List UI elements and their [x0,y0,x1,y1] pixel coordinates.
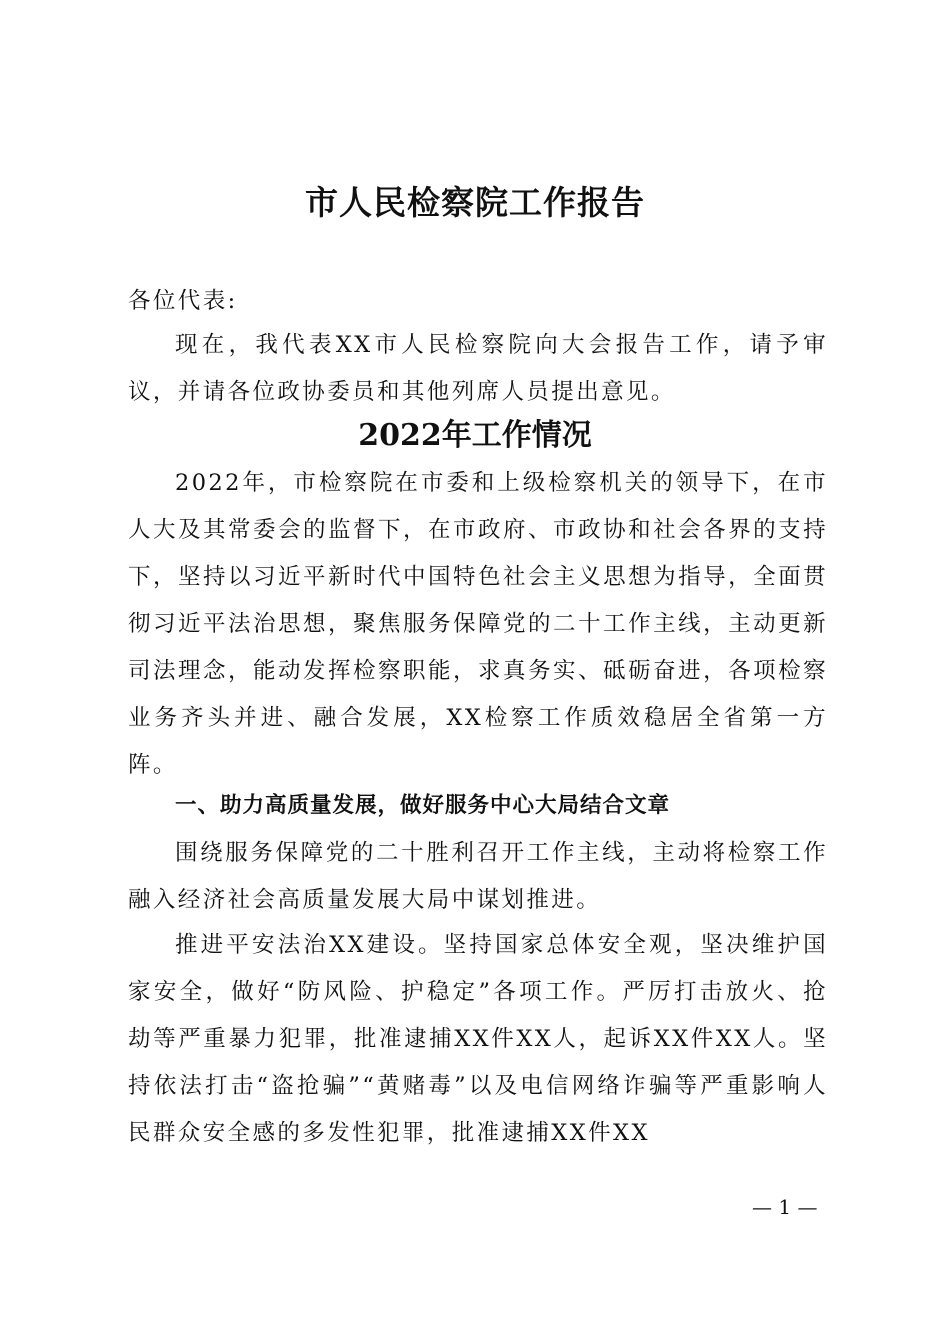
safety-paragraph: 推进平安法治XX建设。坚持国家总体安全观，坚决维护国家安全，做好“防风险、护稳定”各项工作。严厉打击放火、抢劫等严重暴力犯罪，批准逮捕XX件XX人，起诉XX件XX人。坚持依法打击“盗抢骗”“黄赌毒”以及电信网络诈骗等严重影响人民群众安全感的多发性犯罪，批准逮捕XX件XX [128,932,828,1146]
section-title: 2022年工作情况 [358,418,592,453]
heading-one-intro-paragraph: 围绕服务保障党的二十胜利召开工作主线，主动将检察工作融入经济社会高质量发展大局中谋划推进。 [128,840,828,913]
document-title: 市人民检察院工作报告 [305,183,645,222]
heading-one: 一、助力高质量发展，做好服务中心大局结合文章 [175,793,671,818]
salutation: 各位代表: [128,288,238,314]
page-number: — 1 — [752,1195,818,1219]
overview-paragraph: 2022年，市检察院在市委和上级检察机关的领导下，在市人大及其常委会的监督下，在市政府、市政协和社会各界的支持下，坚持以习近平新时代中国特色社会主义思想为指导，全面贯彻习近平法治思想，聚焦服务保障党的二十工作主线，主动更新司法理念，能动发挥检察职能，求真务实、砥砺奋进，各项检察业务齐头并进、融合发展，XX检察工作质效稳居全省第一方阵。 [128,470,828,778]
intro-paragraph: 现在，我代表XX市人民检察院向大会报告工作，请予审议，并请各位政协委员和其他列席人员提出意见。 [128,332,828,405]
